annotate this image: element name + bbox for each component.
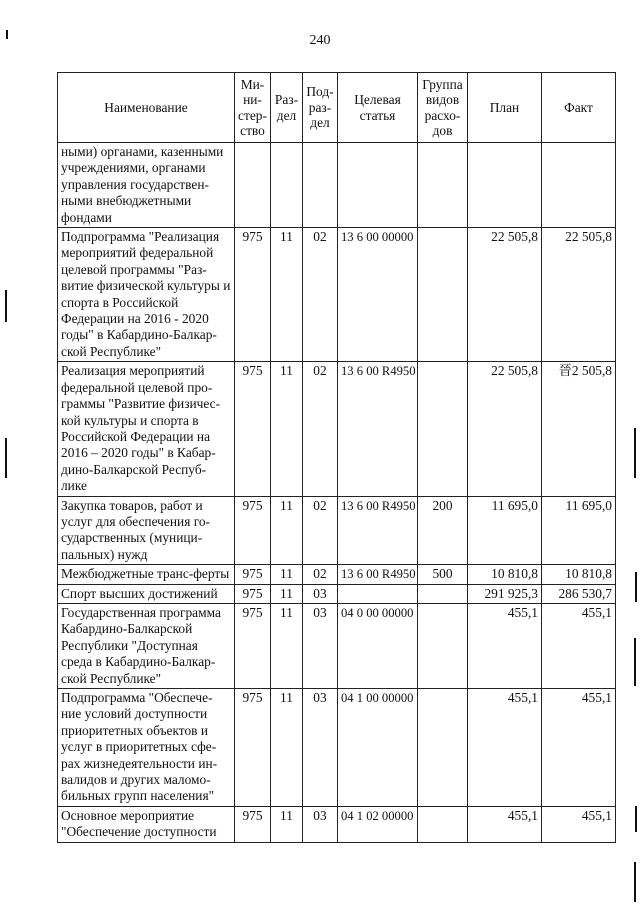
row-subsection — [303, 143, 338, 228]
row-ministry: 975 — [235, 584, 271, 603]
row-section: 11 — [271, 565, 303, 584]
row-subsection: 03 — [303, 689, 338, 807]
header-ministry: Ми-ни-стер-ство — [235, 73, 271, 143]
row-section — [271, 143, 303, 228]
row-group — [418, 362, 468, 496]
row-subsection: 02 — [303, 362, 338, 496]
row-name: Закупка товаров, работ и услуг для обеспечения го-сударственных (муници-пальных) нужд — [58, 496, 235, 565]
header-target: Целевая статья — [338, 73, 418, 143]
row-section: 11 — [271, 603, 303, 688]
row-fact — [542, 143, 616, 228]
row-section: 11 — [271, 496, 303, 565]
row-subsection: 02 — [303, 228, 338, 362]
row-group — [418, 806, 468, 842]
row-name: Государственная программа Кабардино-Балкарской Республики "Доступная среда в Кабардино-Балкар-ской Республике" — [58, 603, 235, 688]
row-target: 04 1 00 00000 — [338, 689, 418, 807]
row-ministry: 975 — [235, 806, 271, 842]
row-ministry: 975 — [235, 362, 271, 496]
row-fact: 455,1 — [542, 603, 616, 688]
row-fact: 455,1 — [542, 806, 616, 842]
table-row — [58, 565, 616, 584]
row-target: 04 0 00 00000 — [338, 603, 418, 688]
row-group — [418, 143, 468, 228]
row-fact: 286 530,7 — [542, 584, 616, 603]
row-section: 11 — [271, 584, 303, 603]
scan-mark-left-1 — [5, 290, 7, 322]
table-row — [58, 806, 616, 842]
row-ministry: 975 — [235, 603, 271, 688]
row-group: 200 — [418, 496, 468, 565]
scan-mark-right-4 — [635, 806, 637, 832]
row-group — [418, 584, 468, 603]
row-section: 11 — [271, 689, 303, 807]
header-section: Раз-дел — [271, 73, 303, 143]
row-plan: 455,1 — [468, 603, 542, 688]
row-subsection: 02 — [303, 496, 338, 565]
header-name: Наименование — [58, 73, 235, 143]
row-subsection: 02 — [303, 565, 338, 584]
row-fact: 11 695,0 — [542, 496, 616, 565]
row-target — [338, 584, 418, 603]
row-name: Спорт высших достижений — [58, 584, 235, 603]
row-group — [418, 603, 468, 688]
scan-mark-right-2 — [635, 572, 637, 602]
row-fact: 晉2 505,8 — [542, 362, 616, 496]
row-section: 11 — [271, 806, 303, 842]
row-group: 500 — [418, 565, 468, 584]
row-name: Межбюджетные транс-ферты — [58, 565, 235, 584]
table-row — [58, 228, 616, 362]
table-row — [58, 689, 616, 807]
row-plan: 22 505,8 — [468, 228, 542, 362]
row-fact: 455,1 — [542, 689, 616, 807]
table-row — [58, 584, 616, 603]
row-plan: 291 925,3 — [468, 584, 542, 603]
header-subsection: Под-раз-дел — [303, 73, 338, 143]
row-ministry: 975 — [235, 496, 271, 565]
row-plan: 22 505,8 — [468, 362, 542, 496]
row-plan: 10 810,8 — [468, 565, 542, 584]
row-ministry: 975 — [235, 565, 271, 584]
row-section: 11 — [271, 228, 303, 362]
table-row — [58, 496, 616, 565]
row-group — [418, 228, 468, 362]
row-section: 11 — [271, 362, 303, 496]
row-name: Подпрограмма "Обеспече-ние условий доступности приоритетных объектов и услуг в приоритетных сфе-рах жизнедеятельности ин-валидов и других маломо-бильных групп населения" — [58, 689, 235, 807]
scan-mark-left-top — [6, 30, 8, 39]
page-number: 240 — [309, 33, 331, 48]
header-expense-group: Группа видов расхо-дов — [418, 73, 468, 143]
scan-mark-right-5 — [634, 862, 636, 902]
row-target: 04 1 02 00000 — [338, 806, 418, 842]
row-plan — [468, 143, 542, 228]
row-plan: 11 695,0 — [468, 496, 542, 565]
table-row — [58, 603, 616, 688]
row-subsection: 03 — [303, 806, 338, 842]
row-name: ными) органами, казенными учреждениями, органами управления государствен-ными внебюджетными фондами — [58, 143, 235, 228]
row-target: 13 6 00 00000 — [338, 228, 418, 362]
row-target — [338, 143, 418, 228]
row-plan: 455,1 — [468, 806, 542, 842]
row-fact: 22 505,8 — [542, 228, 616, 362]
scan-mark-left-2 — [5, 438, 7, 478]
row-name: Реализация мероприятий федеральной целевой про-граммы "Развитие физичес-кой культуры и спорта в Российской Федерации на 2016 – 2020 годы" в Кабар-дино-Балкарской Респуб-лике — [58, 362, 235, 496]
row-subsection: 03 — [303, 584, 338, 603]
header-fact: Факт — [542, 73, 616, 143]
row-ministry: 975 — [235, 689, 271, 807]
row-plan: 455,1 — [468, 689, 542, 807]
row-target: 13 6 00 R4950 — [338, 496, 418, 565]
row-name: Подпрограмма "Реализация мероприятий федеральной целевой программы "Раз-витие физической культуры и спорта в Российской Федерации на 2016 - 2020 годы" в Кабардино-Балкар-ской Республике" — [58, 228, 235, 362]
table-row — [58, 143, 616, 228]
row-target: 13 6 00 R4950 — [338, 362, 418, 496]
scan-mark-right-3 — [634, 638, 636, 686]
row-target: 13 6 00 R4950 — [338, 565, 418, 584]
row-name: Основное мероприятие "Обеспечение доступности — [58, 806, 235, 842]
budget-table — [57, 72, 616, 843]
scan-mark-right-1 — [634, 428, 636, 478]
table-header-row — [58, 73, 616, 143]
table-row — [58, 362, 616, 496]
row-subsection: 03 — [303, 603, 338, 688]
header-plan: План — [468, 73, 542, 143]
row-group — [418, 689, 468, 807]
row-fact: 10 810,8 — [542, 565, 616, 584]
row-ministry: 975 — [235, 228, 271, 362]
row-ministry — [235, 143, 271, 228]
